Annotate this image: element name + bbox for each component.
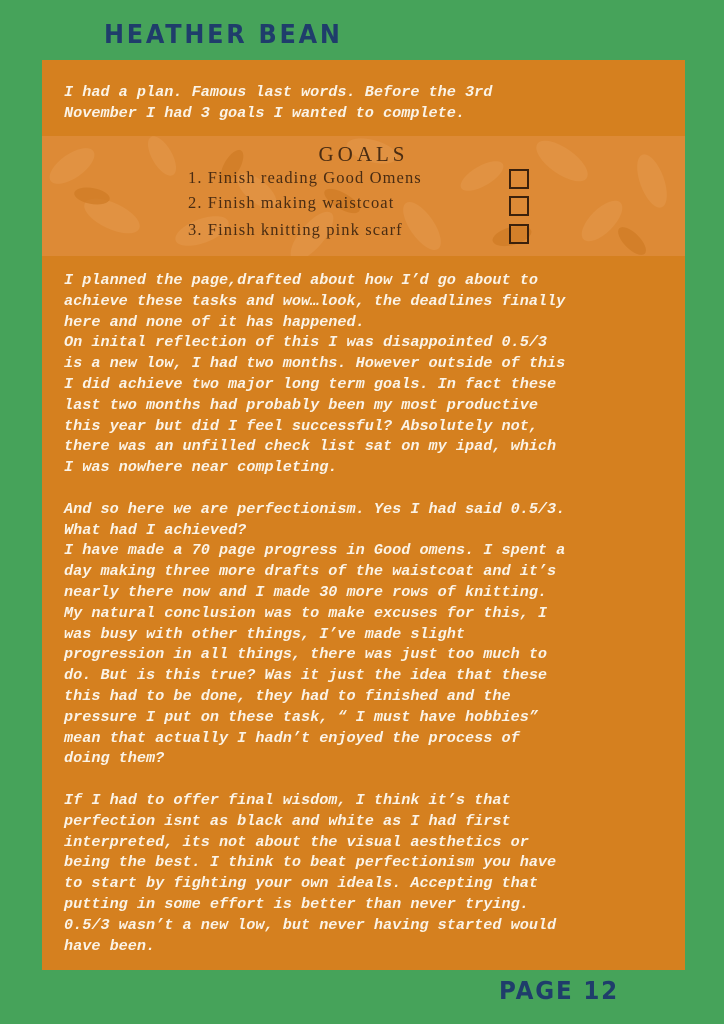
paragraph: And so here we are perfectionism. Yes I had said 0.5/3. What had I achieved? I have made a 70 page progress in Good omens. I spent a day making three more drafts of the waistcoat and it’s nearly there now and I made 30 more rows of knitting. My natural conclusion was to make excuses for this, I was busy with other things, I’ve made slight progression in all things, there was just too much to do. But is this true? Was it just the idea that these this had to be done, they had to finished and the pressure I put on these task, “ I must have hobbies” mean that actually I hadn’t enjoyed the process of doing them?: [64, 499, 566, 768]
goals-section: [42, 136, 685, 256]
paragraph: I planned the page,drafted about how I’d go about to achieve these tasks and wow…look, the deadlines finally here and none of it has happened. On inital reflection of this I was disappointed 0.5/3 is a new low, I had two months. However outside of this I did achieve two major long term goals. In fact these last two months had probably been my most productive this year but did I feel successful? Absolutely not, there was an unfilled check list sat on my ipad, which I was nowhere near completing.: [64, 271, 566, 477]
goal-checkbox[interactable]: [509, 224, 529, 244]
page-number: PAGE 12: [499, 976, 620, 1005]
content-panel: [42, 60, 685, 970]
intro-text: I had a plan. Famous last words. Before the 3rd November I had 3 goals I wanted to complete.: [64, 83, 493, 122]
goal-checkbox[interactable]: [509, 169, 529, 189]
paragraph: If I had to offer final wisdom, I think it’s that perfection isnt as black and white as I had first interpreted, its not about the visual aesthetics or being the best. I think to beat perfectionism you have to start by fighting your own ideals. Accepting that putting in some effort is better than never trying. 0.5/3 wasn’t a new low, but never having started would have been.: [64, 790, 557, 955]
goal-item: 2. Finish making waistcoat: [188, 193, 395, 212]
goal-checkbox[interactable]: [509, 196, 529, 216]
goal-item: 3. Finish knitting pink scarf: [188, 220, 403, 239]
author-name: HEATHER BEAN: [104, 20, 343, 50]
body-text: [64, 270, 676, 956]
goal-item: 1. Finish reading Good Omens: [188, 168, 422, 187]
goals-title: GOALS: [318, 142, 409, 166]
